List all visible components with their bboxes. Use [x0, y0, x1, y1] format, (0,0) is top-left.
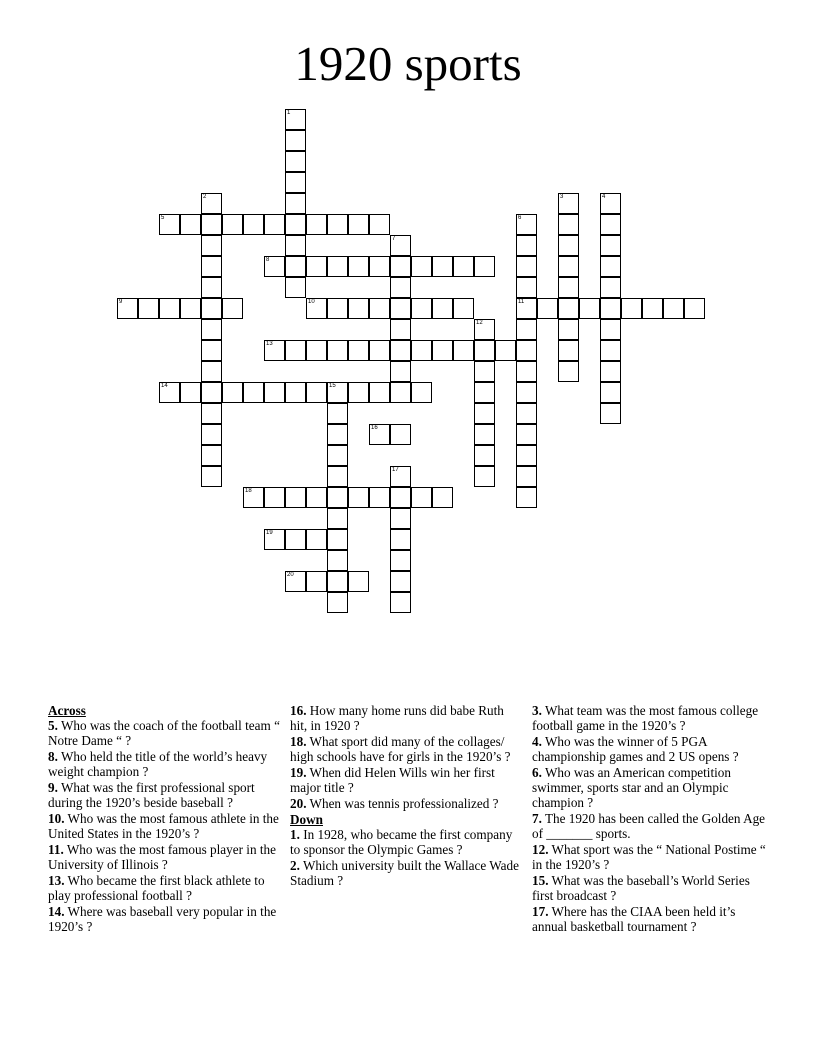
clue-list: [48, 718, 280, 934]
grid-cell[interactable]: [474, 382, 495, 403]
grid-cell[interactable]: [306, 571, 327, 592]
grid-cell[interactable]: [201, 193, 222, 214]
grid-cell[interactable]: [558, 277, 579, 298]
grid-cell[interactable]: [432, 256, 453, 277]
grid-cell[interactable]: [411, 487, 432, 508]
clue-text: What was the baseball’s World Series first broadcast ?: [532, 873, 750, 903]
grid-cell[interactable]: [306, 214, 327, 235]
grid-cell[interactable]: [264, 529, 285, 550]
grid-cell[interactable]: [222, 298, 243, 319]
grid-cell[interactable]: [327, 529, 348, 550]
clue-number: 12.: [532, 842, 549, 857]
clue-text: What team was the most famous college football game in the 1920’s ?: [532, 703, 759, 733]
grid-cell[interactable]: [390, 424, 411, 445]
grid-cell[interactable]: [327, 487, 348, 508]
grid-cell[interactable]: [600, 361, 621, 382]
grid-cell[interactable]: [600, 214, 621, 235]
clue-item: [532, 873, 768, 903]
grid-cell[interactable]: [327, 403, 348, 424]
grid-cell[interactable]: [327, 214, 348, 235]
grid-cell[interactable]: [474, 256, 495, 277]
grid-cell[interactable]: [285, 382, 306, 403]
grid-cell[interactable]: [348, 298, 369, 319]
grid-cell[interactable]: [600, 403, 621, 424]
grid-cell[interactable]: [285, 571, 306, 592]
grid-cell[interactable]: [369, 487, 390, 508]
cell-number: 4: [602, 194, 606, 200]
grid-cell[interactable]: [201, 235, 222, 256]
clue-number: 14.: [48, 904, 65, 919]
grid-cell[interactable]: [201, 403, 222, 424]
grid-cell[interactable]: [201, 424, 222, 445]
grid-cell[interactable]: [495, 340, 516, 361]
clue-text: What sport was the “ National Postime “ in the 1920’s ?: [532, 842, 766, 872]
clue-number: 16.: [290, 703, 307, 718]
grid-cell[interactable]: [516, 256, 537, 277]
grid-cell[interactable]: [159, 214, 180, 235]
grid-cell[interactable]: [390, 277, 411, 298]
clue-item: [48, 873, 280, 903]
grid-cell[interactable]: [390, 571, 411, 592]
clue-number: 1.: [290, 827, 300, 842]
clue-number: 20.: [290, 796, 307, 811]
clue-list: [532, 703, 768, 934]
grid-cell[interactable]: [474, 361, 495, 382]
grid-cell[interactable]: [243, 382, 264, 403]
cell-number: 14: [161, 383, 168, 389]
grid-cell[interactable]: [558, 340, 579, 361]
cell-number: 6: [518, 215, 522, 221]
grid-cell[interactable]: [390, 382, 411, 403]
grid-cell[interactable]: [516, 277, 537, 298]
grid-cell[interactable]: [390, 235, 411, 256]
cell-number: 10: [308, 299, 315, 305]
clue-item: [48, 811, 280, 841]
grid-cell[interactable]: [369, 298, 390, 319]
grid-cell[interactable]: [201, 361, 222, 382]
clue-text: Who became the first black athlete to play professional football ?: [48, 873, 265, 903]
clue-number: 13.: [48, 873, 65, 888]
grid-cell[interactable]: [285, 340, 306, 361]
grid-cell[interactable]: [516, 361, 537, 382]
grid-cell[interactable]: [453, 298, 474, 319]
grid-cell[interactable]: [390, 550, 411, 571]
grid-cell[interactable]: [264, 214, 285, 235]
clue-item: [48, 904, 280, 934]
clue-text: Who held the title of the world’s heavy weight champion ?: [48, 749, 268, 779]
grid-cell[interactable]: [369, 214, 390, 235]
clue-number: 19.: [290, 765, 307, 780]
grid-cell[interactable]: [390, 361, 411, 382]
clues-column-1: [48, 703, 280, 935]
grid-cell[interactable]: [390, 508, 411, 529]
grid-cell[interactable]: [474, 319, 495, 340]
grid-cell[interactable]: [285, 529, 306, 550]
grid-cell[interactable]: [201, 382, 222, 403]
grid-cell[interactable]: [348, 340, 369, 361]
grid-cell[interactable]: [516, 382, 537, 403]
grid-cell[interactable]: [306, 256, 327, 277]
grid-cell[interactable]: [264, 487, 285, 508]
grid-cell[interactable]: [348, 571, 369, 592]
grid-cell[interactable]: [453, 340, 474, 361]
grid-cell[interactable]: [327, 340, 348, 361]
grid-cell[interactable]: [516, 424, 537, 445]
clue-item: [290, 703, 522, 733]
clue-text: In 1928, who became the first company to sponsor the Olympic Games ?: [290, 827, 513, 857]
clue-item: [532, 904, 768, 934]
clue-text: When did Helen Wills win her first major title ?: [290, 765, 495, 795]
grid-cell[interactable]: [348, 382, 369, 403]
grid-cell[interactable]: [558, 214, 579, 235]
grid-cell[interactable]: [390, 466, 411, 487]
grid-cell[interactable]: [390, 592, 411, 613]
clue-text: How many home runs did babe Ruth hit, in 1920 ?: [290, 703, 504, 733]
grid-cell[interactable]: [390, 256, 411, 277]
clue-item: [290, 858, 522, 888]
grid-cell[interactable]: [327, 550, 348, 571]
grid-cell[interactable]: [285, 151, 306, 172]
grid-cell[interactable]: [516, 466, 537, 487]
clue-item: [48, 749, 280, 779]
grid-cell[interactable]: [411, 256, 432, 277]
grid-cell[interactable]: [600, 319, 621, 340]
cell-number: 11: [518, 299, 525, 305]
grid-cell[interactable]: [474, 424, 495, 445]
grid-cell[interactable]: [348, 214, 369, 235]
grid-cell[interactable]: [663, 298, 684, 319]
grid-cell[interactable]: [432, 487, 453, 508]
clue-list: [290, 703, 522, 811]
clue-text: Who was the winner of 5 PGA championship games and 2 US opens ?: [532, 734, 739, 764]
cell-number: 19: [266, 530, 273, 536]
clue-number: 11.: [48, 842, 64, 857]
clue-text: Who was an American competition swimmer, sports star and an Olympic champion ?: [532, 765, 731, 810]
cell-number: 7: [392, 236, 396, 242]
grid-cell[interactable]: [327, 508, 348, 529]
grid-cell[interactable]: [369, 256, 390, 277]
cell-number: 15: [329, 383, 336, 389]
grid-cell[interactable]: [411, 382, 432, 403]
clue-number: 10.: [48, 811, 65, 826]
grid-cell[interactable]: [411, 298, 432, 319]
grid-cell[interactable]: [201, 256, 222, 277]
clue-item: [48, 780, 280, 810]
grid-cell[interactable]: [327, 445, 348, 466]
grid-cell[interactable]: [180, 214, 201, 235]
grid-cell[interactable]: [264, 256, 285, 277]
cell-number: 16: [371, 425, 378, 431]
clue-number: 2.: [290, 858, 300, 873]
clue-text: When was tennis professionalized ?: [306, 796, 499, 811]
grid-cell[interactable]: [432, 340, 453, 361]
clue-text: What was the first professional sport during the 1920’s beside baseball ?: [48, 780, 255, 810]
grid-cell[interactable]: [264, 340, 285, 361]
down-heading: Down: [290, 812, 323, 827]
grid-cell[interactable]: [600, 235, 621, 256]
clue-text: Where was baseball very popular in the 1920’s ?: [48, 904, 277, 934]
grid-cell[interactable]: [390, 487, 411, 508]
grid-cell[interactable]: [390, 340, 411, 361]
grid-cell[interactable]: [432, 298, 453, 319]
grid-cell[interactable]: [306, 529, 327, 550]
clue-number: 5.: [48, 718, 58, 733]
grid-cell[interactable]: [327, 298, 348, 319]
clue-list: [290, 827, 522, 888]
grid-cell[interactable]: [201, 466, 222, 487]
grid-cell[interactable]: [516, 340, 537, 361]
grid-cell[interactable]: [285, 214, 306, 235]
grid-cell[interactable]: [600, 298, 621, 319]
grid-cell[interactable]: [474, 466, 495, 487]
cell-number: 5: [161, 215, 165, 221]
grid-cell[interactable]: [579, 298, 600, 319]
grid-cell[interactable]: [306, 487, 327, 508]
grid-cell[interactable]: [243, 487, 264, 508]
grid-cell[interactable]: [285, 130, 306, 151]
grid-cell[interactable]: [558, 319, 579, 340]
clue-number: 4.: [532, 734, 542, 749]
grid-cell[interactable]: [138, 298, 159, 319]
cell-number: 9: [119, 299, 123, 305]
grid-cell[interactable]: [201, 445, 222, 466]
grid-cell[interactable]: [369, 424, 390, 445]
clue-text: Who was the coach of the football team “ Notre Dame “ ?: [48, 718, 280, 748]
clue-number: 17.: [532, 904, 549, 919]
grid-cell[interactable]: [285, 172, 306, 193]
clue-text: Which university built the Wallace Wade Stadium ?: [290, 858, 519, 888]
grid-cell[interactable]: [201, 277, 222, 298]
clue-item: [532, 765, 768, 810]
grid-cell[interactable]: [516, 487, 537, 508]
cell-number: 20: [287, 572, 294, 578]
grid-cell[interactable]: [642, 298, 663, 319]
cell-number: 13: [266, 341, 273, 347]
grid-cell[interactable]: [327, 256, 348, 277]
grid-cell[interactable]: [327, 382, 348, 403]
grid-cell[interactable]: [285, 256, 306, 277]
clue-text: Who was the most famous athlete in the United States in the 1920’s ?: [48, 811, 279, 841]
grid-cell[interactable]: [285, 193, 306, 214]
grid-cell[interactable]: [474, 403, 495, 424]
grid-cell[interactable]: [348, 487, 369, 508]
grid-cell[interactable]: [474, 445, 495, 466]
clue-item: [532, 734, 768, 764]
grid-cell[interactable]: [117, 298, 138, 319]
clue-number: 7.: [532, 811, 542, 826]
grid-cell[interactable]: [453, 256, 474, 277]
grid-cell[interactable]: [159, 382, 180, 403]
clue-item: [48, 718, 280, 748]
grid-cell[interactable]: [516, 445, 537, 466]
page-title: 1920 sports: [294, 36, 522, 91]
grid-cell[interactable]: [222, 382, 243, 403]
grid-cell[interactable]: [411, 340, 432, 361]
grid-cell[interactable]: [201, 319, 222, 340]
clue-number: 15.: [532, 873, 549, 888]
across-heading: Across: [48, 703, 86, 718]
grid-cell[interactable]: [285, 487, 306, 508]
grid-cell[interactable]: [264, 382, 285, 403]
cell-number: 2: [203, 194, 207, 200]
grid-cell[interactable]: [201, 298, 222, 319]
grid-cell[interactable]: [222, 214, 243, 235]
grid-cell[interactable]: [285, 109, 306, 130]
grid-cell[interactable]: [558, 256, 579, 277]
clue-number: 18.: [290, 734, 307, 749]
grid-cell[interactable]: [558, 235, 579, 256]
grid-cell[interactable]: [516, 235, 537, 256]
grid-cell[interactable]: [390, 529, 411, 550]
grid-cell[interactable]: [348, 256, 369, 277]
grid-cell[interactable]: [285, 277, 306, 298]
clue-item: [290, 734, 522, 764]
clue-number: 3.: [532, 703, 542, 718]
clue-item: [532, 811, 768, 841]
clue-item: [290, 765, 522, 795]
grid-cell[interactable]: [285, 235, 306, 256]
cell-number: 8: [266, 257, 270, 263]
cell-number: 1: [287, 110, 291, 116]
clue-number: 6.: [532, 765, 542, 780]
grid-cell[interactable]: [516, 319, 537, 340]
clue-number: 8.: [48, 749, 58, 764]
grid-cell[interactable]: [327, 592, 348, 613]
grid-cell[interactable]: [327, 466, 348, 487]
grid-cell[interactable]: [306, 298, 327, 319]
grid-cell[interactable]: [390, 319, 411, 340]
clue-text: Who was the most famous player in the University of Illinois ?: [48, 842, 276, 872]
clue-item: [532, 842, 768, 872]
clues-column-3: [532, 703, 768, 935]
grid-cell[interactable]: [306, 382, 327, 403]
cell-number: 18: [245, 488, 252, 494]
clue-item: [532, 703, 768, 733]
cell-number: 3: [560, 194, 564, 200]
grid-cell[interactable]: [180, 298, 201, 319]
grid-cell[interactable]: [600, 382, 621, 403]
grid-cell[interactable]: [558, 298, 579, 319]
grid-cell[interactable]: [516, 214, 537, 235]
clue-item: [290, 827, 522, 857]
grid-cell[interactable]: [474, 340, 495, 361]
grid-cell[interactable]: [369, 382, 390, 403]
grid-cell[interactable]: [600, 193, 621, 214]
grid-cell[interactable]: [327, 424, 348, 445]
clues-column-2: [290, 703, 522, 889]
grid-cell[interactable]: [159, 298, 180, 319]
grid-cell[interactable]: [369, 340, 390, 361]
grid-cell[interactable]: [558, 361, 579, 382]
grid-cell[interactable]: [180, 382, 201, 403]
grid-cell[interactable]: [306, 340, 327, 361]
grid-cell[interactable]: [600, 340, 621, 361]
grid-cell[interactable]: [621, 298, 642, 319]
clue-item: [290, 796, 522, 811]
clue-item: [48, 842, 280, 872]
grid-cell[interactable]: [243, 214, 264, 235]
grid-cell[interactable]: [201, 340, 222, 361]
clue-number: 9.: [48, 780, 58, 795]
grid-cell[interactable]: [201, 214, 222, 235]
grid-cell[interactable]: [516, 403, 537, 424]
grid-cell[interactable]: [516, 298, 537, 319]
grid-cell[interactable]: [537, 298, 558, 319]
grid-cell[interactable]: [600, 256, 621, 277]
clue-text: What sport did many of the collages/ high schools have for girls in the 1920’s ?: [290, 734, 511, 764]
grid-cell[interactable]: [390, 298, 411, 319]
clue-text: The 1920 has been called the Golden Age of _______ sports.: [532, 811, 766, 841]
clue-text: Where has the CIAA been held it’s annual basketball tournament ?: [532, 904, 736, 934]
grid-cell[interactable]: [684, 298, 705, 319]
grid-cell[interactable]: [327, 571, 348, 592]
grid-cell[interactable]: [558, 193, 579, 214]
cell-number: 17: [392, 467, 399, 473]
grid-cell[interactable]: [600, 277, 621, 298]
cell-number: 12: [476, 320, 483, 326]
